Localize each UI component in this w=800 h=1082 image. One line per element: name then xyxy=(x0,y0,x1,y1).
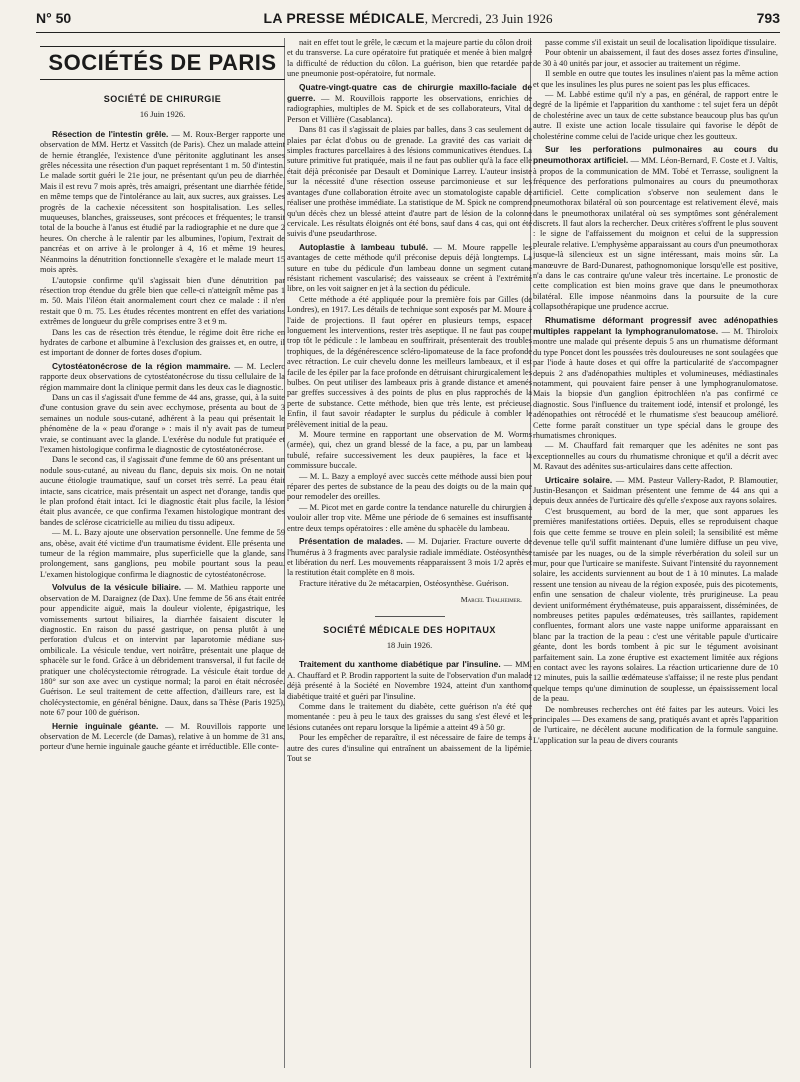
article-heading: Sur les perforations pulmonaires au cours du pneumothorax artificiel. xyxy=(533,144,778,166)
article-body xyxy=(533,38,778,746)
article-body xyxy=(287,38,532,589)
article-paragraph-with-heading xyxy=(287,659,532,702)
session-date: 18 Juin 1926. xyxy=(386,640,433,650)
article-paragraph xyxy=(533,441,778,472)
article-text: — M. Thiroloix montre une malade qui présente depuis 5 ans un rhumatisme déformant du type Poncet dont les poussées très douloureuses ne sont soulagées que par l'iode à haute doses et qui offre la particularité de s'accompagner depuis 2 ans d'adénopathies multiples et volumineuses, médiastinales notamment, qui pouvaient faire penser à une lymphogranulomatose. Mais la biopsie d'un ganglion épitrochléen n'a pas confirmé ce diagnostic. Sous l'influence du traitement iodé, intensif et prolongé, les adénopathies ont rétrocédé et le rhumatisme s'est beaucoup amélioré. Cette forme paraît constituer un type spécial dans le groupe des rhumatismes chroniques. xyxy=(533,326,778,441)
running-head xyxy=(36,10,780,30)
article-text: — M. Moure rappelle les avantages de cette méthode qu'il préconise depuis déjà longtemps. La suture en tube du pédicule d'un lambeau donne un segment cutané résistant richement vascularisé; des vaisseaux se créent à l'extrémité libre, on les voit saigner en jet à la section du pédicule. xyxy=(287,242,532,294)
article-heading: Urticaire solaire. xyxy=(545,474,613,485)
issue-date: , Mercredi, 23 Juin 1926 xyxy=(424,11,553,26)
article-paragraph xyxy=(533,48,778,69)
article-text: — M. Dujarier. Fracture ouverte de l'humérus à 3 fragments avec paralysie radiale immédiate. Ostéosynthèse et libération du nerf. Les mouvements réapparaissent 3 mois 1/2 après et la restitution était complète en 8 mois. xyxy=(287,537,532,578)
article-text: — MM. Léon-Bernard, F. Coste et J. Valtis, à propos de la communication de MM. Tobé et Terrasse, soulignent la fréquence des perforations pulmonaires au cours du pneumothorax artificiel. Cette complication s'observe non seulement dans le pneumothorax bilatéral où son pourcentage est relativement élevé, mais dans le pneumothorax unilatéral où ses symptômes sont généralement discrets. Il faut alors la rechercher. Deux critères s'offrent le plus souvent : le signe de l'affaissement du moignon et celui de la suppression pleurale relative. L'emphysème apparaissant au cours d'un pneumothorax jusque-là silencieux est un signe intéressant, mais moins sûr. La manœuvre de Bard-Dunarest, pathognomonique lorsqu'elle est positive, n'a dans le cas contraire qu'une valeur très incertaine. Le pronostic de cette complication est bien moins grave que dans le pneumothorax bilatéral. Elle impose néanmoins dans la poursuite de la cure collapsothérapique une prudence accrue. xyxy=(533,156,778,312)
header-rule xyxy=(36,32,780,33)
article-paragraph xyxy=(287,38,532,80)
article-text: M. Moure termine en rapportant une observation de M. Worms (armée), qui, chez un grand blessé de la face, a pu, par un lambeau tubulé, refaire successivement les deux paupières, la face et la commissure buccale. xyxy=(287,430,532,471)
article-text: Dans les cas de résection très étendue, le régime doit être riche en hydrates de carbone et albumine à l'exclusion des graisses et, en outre, il est important de donner de fortes doses d'opium. xyxy=(40,327,285,358)
article-paragraph xyxy=(40,528,285,580)
article-paragraph xyxy=(287,579,532,589)
article-paragraph-with-heading xyxy=(40,129,285,276)
article-paragraph-with-heading xyxy=(287,536,532,579)
article-paragraph xyxy=(287,430,532,472)
article-text: L'autopsie confirme qu'il s'agissait bien d'une dénutrition par résection trop étendue du grêle bien que celle-ci n'atteignît même pas 1 m. 50. Mais l'iléon était anormalement court chez ce malade : il n'en restait que 0 m. 75. Les études récentes montrent en effet des variations extrêmes de longueur du grêle comprises entre 3 et 9 m. xyxy=(40,275,285,327)
article-heading: Rhumatisme déformant progressif avec adénopathies multiples rappelant la lymphogranulomatose. xyxy=(533,314,778,336)
article-paragraph-with-heading xyxy=(533,475,778,507)
article-text: Pour obtenir un abaissement, il faut des doses assez fortes d'insuline, de 30 à 40 unités par jour, et associer au traitement un régime. xyxy=(533,48,778,68)
article-text: — M. Rouvillois rapporte les observations, enrichies de radiographies, multiples de M. Spick et de ses collaborateurs, Vital de Person et Villière (Casablanca). xyxy=(287,94,532,124)
article-paragraph xyxy=(287,733,532,764)
article-text: — M. Leclerc rapporte deux observations de cytostéatonécrose du tissu cellulaire de la région mammaire dont la clinique permit dans les deux cas le diagnostic. xyxy=(40,361,285,392)
article-text: C'est brusquement, au bord de la mer, que sont apparues les premières manifestations ortiées. Depuis, elles se reproduisent chaque fois que cette femme se trouve en plein soleil; la sensibilité est même devenue telle qu'il suffit maintenant d'une lumière diffuse un peu vive, tamisée par les nuages, ou de la simple réverbération du soleil sur un mur, pour que l'urticaire se manifeste. Suivant l'intensité du rayonnement solaire, les accidents surviennent au bout de 1 à 10 minutes. La malade ressent une tension au niveau de la région exposée, puis des picotements, enfin une sensation de chaleur violente, très prurigineuse. La peau devient uniformément érythémateuse, puis apparaissent, disséminées, de nombreuses petites papules œdémateuses, très saillantes, rapidement confluentes, formant alors une vaste nappe uniforme apparaissant en blanc par la traction de la peau : c'est une véritable papule d'urticaire géante, dont les bords tombent à pic sur le tégument avoisinant parfaitement sain. La zone éruptive est exactement limitée aux régions en contact avec les rayons solaires. La réaction urticarienne dure de 10 12 minutes, puis la saillie œdémateuse s'affaisse; il ne reste plus pendant quelque temps qu'une diminution de souplesse, un épaississement local de la peau. xyxy=(533,506,778,704)
article-text: — M. Picot met en garde contre la tendance naturelle du chirurgien à vouloir aller trop vite. Même une période de 6 semaines est insuffisante entre deux temps opératoires : elle amène du sphacèle du lambeau. xyxy=(287,502,532,533)
article-text: passe comme s'il existait un seuil de localisation lipoïdique tissulaire. xyxy=(545,38,777,47)
article-text: nait en effet tout le grêle, le cæcum et la majeure partie du côlon droit et du transverse. La cure opératoire fut pratiquée et menée à bien malgré la difficulté de réduction du côlon. La guérison, bien que retardée par une pneumonie post-opératoire, fut normale. xyxy=(287,38,532,79)
article-paragraph xyxy=(287,295,532,430)
article-text: Fracture itérative du 2e métacarpien, Ostéosynthèse. Guérison. xyxy=(299,578,509,588)
article-heading: Autoplastie à lambeau tubulé. xyxy=(299,241,429,252)
article-paragraph-with-heading xyxy=(40,582,285,718)
article-text: — MM. Pasteur Vallery-Radot, P. Blamoutier, Justin-Besançon et Saidman présentent une femme de 44 ans qui a depuis deux années de l'urticaire dès qu'elle s'expose aux rayons solaires. xyxy=(533,475,778,506)
article-text: — M. Roux-Berger rapporte une observation de MM. Hertz et Vassitch (de Paris). Chez un malade atteint de hernie étranglée, l'existence d'une péritonite agglutinant les anses grêles nécessita une résection d'un paquet représentant 1 m. 50 d'intestin. Le malade sortit guéri le 21e jour, ne présentant qu'un peu de diarrhée. Mais il est revu 7 mois après, très amaigri, présentant une diarrhée fétide, en même temps que de l'intolérance au lait, aux sucres, aux graisses. Les progrès de la cachexie nécessitent son hospitalisation. Les selles, muqueuses, blanches, graisseuses, sont précoces et fréquentes; le transit total de la bouche à l'anus est étudié par la radiographie et ne dure que 2 heures. On cherche à le ralentir par les albumines, l'opium, l'extrait de pancréas et on arrive à le prolonger à 4, 16 et même 19 heures. Néanmoins la dénutrition fonctionnelle s'exagère et le malade meurt 15 mois après. xyxy=(40,129,285,275)
article-heading: Hernie inguinale géante. xyxy=(52,720,159,731)
page-number: 793 xyxy=(756,10,780,26)
issue-number: N° 50 xyxy=(36,10,72,26)
article-heading: Cytostéatonécrose de la région mammaire. xyxy=(52,360,231,371)
article-text: — M. Mathieu rapporte une observation de M. Daraignez (de Dax). Une femme de 56 ans était entrée pour appendicite aiguë, mais la douleur violente, épigastrique, les vomissements surtout biliaires, la diarrhée faisaient discuter le diagnostic. En raison du passé gastrique, on pensa plutôt à une perforation d'ulcus et on intervint par laparotomie médiane sus-ombilicale. La vésicule tendue, vert noirâtre, présentait une plaque de sphacèle sur le fond. Grâce à un débridement transversal, il fut facile de pratiquer une cholécystectomie rétrograde. La vésicule était tordue de 180° sur son axe avec un cystique normal; la paroi en était nécrosée. Guérison. Le seul traitement de cette affection, d'ailleurs rare, est la cholécystectomie, en général bénigne. Daux, dans sa Thèse (Paris 1925), note 67 pour 100 de guérison. xyxy=(40,583,285,718)
article-text: — M. Chauffard fait remarquer que les adénites ne sont pas exceptionnelles au cours du rhumatisme chronique et qu'il a décrit avec M. Ravaut des adénites sus-articulaires dans cette affection. xyxy=(533,441,778,472)
masthead xyxy=(36,10,780,27)
article-text: — M. Labbé estime qu'il n'y a pas, en général, de rapport entre le degré de la lipémie et l'apparition du xanthome : tel sujet fera un dépôt de cholestérine avec un taux de cette substance beaucoup plus bas qu'un autre. Il existe une action locale tissulaire qui favorise le dépôt de cholestérine comme celui de l'acide urique chez les goutteux. xyxy=(533,90,778,141)
section-rubric: SOCIÉTÉS DE PARIS xyxy=(40,46,285,80)
article-text: De nombreuses recherches ont été faites par les auteurs. Voici les principales — Des examens de sang, pratiqués avant et après l'apparition de l'urticaire, ne décèlent aucune modification de la formule sanguine. L'application sur la peau de divers courants xyxy=(533,704,778,745)
article-paragraph-with-heading xyxy=(533,315,778,442)
article-text: Il semble en outre que toutes les insulines n'aient pas la même action et que les insulines les plus pures ne soient pas les plus efficaces. xyxy=(533,69,778,89)
article-paragraph xyxy=(287,472,532,503)
journal-title: LA PRESSE MÉDICALE xyxy=(263,10,425,26)
society-title: SOCIÉTÉ DE CHIRURGIE xyxy=(103,94,222,104)
article-paragraph xyxy=(40,276,285,328)
article-paragraph xyxy=(533,507,778,705)
section-rule xyxy=(375,616,445,617)
article-heading: Volvulus de la vésicule biliaire. xyxy=(52,582,182,593)
author-signature: Marcel Thalheimer. xyxy=(460,595,522,605)
article-text: Cette méthode a été appliquée pour la première fois par Gilles (de Londres), en 1917. Les détails de technique sont exposés par M. Moure à l'aide de projections. Il faut opérer en plusieurs temps, espacer longuement les interventions, rester très aseptique. Il ne faut pas couper trop tôt le pédicule : le lambeau en souffrirait, présenterait des troubles trophiques, de la dégénérescence scléro-lipomateuse de la face profonde avec rétraction. Le cuir chevelu donne les meilleurs lambeaux, et il est facile de les épiler par la face profonde en détruisant chirurgicalement les bulbes. On peut utiliser des lambeaux pris à grande distance et amenés par greffes successives à des points de plus en plus rapprochés de la perte de substance. Cette méthode, bien que très lente, est précieuse. Enfin, il faut savoir réadapter le surplus du pédicule à combler le prélèvement initial de la peau. xyxy=(287,294,532,429)
column-1 xyxy=(40,38,285,1076)
article-text: — M. L. Bazy ajoute une observation personnelle. Une femme de 59 ans, obèse, avait été victime d'un traumatisme évident. Elle présenta une tumeur de la région mammaire, plus superficielle que la glande, sans prolongement, sans ganglions, peu mobile pourtant sous la peau. L'examen histologique confirma le diagnostic de cytostéatonécrose. xyxy=(40,528,285,579)
article-heading: Présentation de malades. xyxy=(299,536,403,547)
article-text: Comme dans le traitement du diabète, cette guérison n'a été que momentanée : peu à peu le taux des graisses du sang s'est élevé et les lésions cutanées ont reparu lorsque la lipémie a atteint 49 à 50 gr. xyxy=(287,701,532,732)
article-paragraph xyxy=(40,328,285,359)
article-paragraph-with-heading xyxy=(287,82,532,126)
article-text: Dans le second cas, il s'agissait d'une femme de 60 ans présentant un nodule sous-cutané, au niveau du flanc, depuis six mois. On ne notait aucune étiologie traumatique, sauf un corset très serré. La peau était intacte, sans cicatrice, mais présentait un aspect net d'orange, tandis que le plan profond était intact. Ici le diagnostic était plus facile, la lésion était plus avancée, ce que confirma l'examen histologique montrant des bandes de sclérose cicatricielle au milieu du tissu adipeux. xyxy=(40,455,285,527)
article-paragraph-with-heading xyxy=(287,242,532,295)
article-paragraph-with-heading xyxy=(533,144,778,313)
society-title: SOCIÉTÉ MÉDICALE DES HOPITAUX xyxy=(323,624,496,635)
article-paragraph xyxy=(533,705,778,747)
column-3 xyxy=(533,38,778,1076)
article-paragraph xyxy=(287,702,532,733)
article-text: — M. Rouvillois rapporte une observation de M. Lecercle (de Damas), relative à un homme de 31 ans, porteur d'une hernie inguinale gauche géante et irréductible. Elle conte- xyxy=(40,721,285,752)
article-text: Dans un cas il s'agissait d'une femme de 44 ans, grasse, qui, à la suite d'une contusion grave du sein avec ecchymose, présenta au bout de 3 semaines un nodule sous-cutané, adhérent à la peau qui présentait le phénomène de la « peau d'orange » : mais il n'y avait pas de tumeur vraie, se continuant avec la glande. L'exérèse du nodule fut pratiquée et l'examen histologique confirma le diagnostic de cytostéatonécrose. xyxy=(40,392,285,454)
article-text: Dans 81 cas il s'agissait de plaies par balles, dans 3 cas seulement de plaies par éclat d'obus ou de grenade. La gravité des cas variait de simples fractures parcellaires à des lésions communicatives étendues. La suture primitive fut pratiquée, mais il ne faut pas oublier qu'à la face elle était déjà préconisée par Desault et Dominique Larrey. L'auteur insiste sur la nécessité d'une résection osseuse parcimonieuse et sur les avantages d'une collaboration étroite avec un stomatologiste capable de réaliser une prothèse immédiate. La statistique de M. Spick ne comprend qu'un décès chez un blessé atteint d'autre part de lésion de la colonne cervicale. Les résultats éloignés ont été bons, sauf dans 4 cas, qui ont été suivis d'une pseudarthrose. xyxy=(287,125,532,239)
article-paragraph xyxy=(533,69,778,90)
article-text: — M. L. Bazy a employé avec succès cette méthode aussi bien pour réparer des pertes de substance de la peau des doigts ou de la main que pour remodeler des oreilles. xyxy=(287,471,532,502)
article-text: — MM. A. Chauffard et P. Brodin rapportent la suite de l'observation d'un malade déjà présenté à la Société en Novembre 1924, atteint d'un xanthome diabétique traité et guéri par l'insuline. xyxy=(287,660,532,701)
article-paragraph xyxy=(40,455,285,528)
article-heading: Traitement du xanthome diabétique par l'insuline. xyxy=(299,659,501,670)
article-heading: Résection de l'intestin grêle. xyxy=(52,128,169,139)
article-heading: Quatre-vingt-quatre cas de chirurgie maxillo-faciale de guerre. xyxy=(287,81,532,104)
article-paragraph xyxy=(287,125,532,239)
article-text: Pour les empêcher de reparaître, il est nécessaire de faire de temps à autre des cures d'insuline qui entraînent un abaissement de la lipémie. Tout se xyxy=(287,733,532,763)
article-body xyxy=(287,659,532,764)
article-paragraph xyxy=(533,38,778,48)
article-body xyxy=(40,129,285,753)
session-date: 16 Juin 1926. xyxy=(139,110,186,120)
article-paragraph-with-heading xyxy=(40,721,285,753)
article-paragraph xyxy=(533,90,778,142)
column-2 xyxy=(287,38,532,1076)
article-paragraph-with-heading xyxy=(40,361,285,393)
article-paragraph xyxy=(40,393,285,455)
article-paragraph xyxy=(287,503,532,534)
